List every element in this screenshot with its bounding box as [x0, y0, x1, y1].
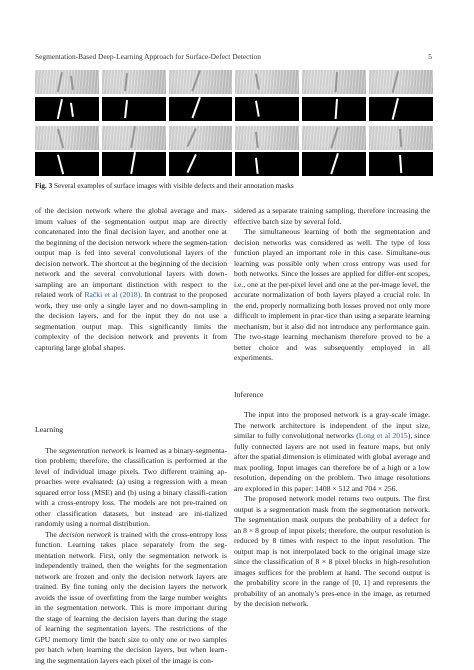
running-title: Segmentation-Based Deep-Learning Approach for Surface-Defect Detection — [35, 52, 261, 61]
annotation-mask — [369, 152, 433, 176]
annotation-mask — [235, 97, 299, 121]
surface-image — [102, 70, 166, 94]
surface-image — [169, 70, 233, 94]
text-run: The — [45, 529, 60, 539]
defect-crack — [334, 72, 337, 92]
surface-image-row — [35, 126, 433, 150]
citation-link[interactable]: Long et al 2015 — [358, 431, 408, 440]
running-head — [35, 52, 432, 61]
defect-mask-region — [334, 99, 337, 119]
left-column — [35, 206, 227, 666]
paragraph — [234, 410, 430, 494]
defect-mask-region — [56, 99, 62, 119]
defect-crack — [130, 126, 136, 148]
italic-term: segmentation network — [58, 445, 127, 455]
surface-image — [369, 126, 433, 150]
annotation-mask — [102, 97, 166, 121]
text-run: ), since fully connected layers are not used in feature maps, but only after the spatial dimension is eliminated with global average and max pooling. Input images can therefore be of a high or a low resolution, depending on the problem. Two image resolutions are explored in this paper: 1408 × 512 and 704 × 256. — [234, 431, 430, 493]
section-heading-learning: Learning — [35, 425, 64, 434]
text-run: The simultaneous learning of both the segmentation and decision networks was considered as well. The type of loss function played an important role in this case. Simultane-ous learning was possible only when cross entropy was used for both networks. Since the losses are applied for differ-ent scopes, i.e., one at the per-pixel level and one at the per-image level, the accurate normalization of both layers played a crucial role. In the end, properly normalizing both losses proved not only more difficult to implement in prac-tice than using a separate learning mechanism, but it also did not introduce any performance gain. The two-stage learning mechanism therefore proved to be a better choice and was subsequently employed in all experiments. — [234, 227, 430, 362]
surface-image — [169, 126, 233, 150]
surface-image — [235, 126, 299, 150]
defect-crack — [255, 74, 260, 90]
annotation-mask — [102, 152, 166, 176]
defect-crack — [56, 72, 62, 92]
defect-mask-region — [399, 155, 402, 173]
paragraph — [35, 530, 227, 667]
annotation-mask-row — [35, 152, 433, 176]
defect-crack — [331, 127, 340, 149]
defect-mask-region — [124, 100, 128, 118]
annotation-mask — [35, 152, 99, 176]
right-column — [234, 206, 430, 610]
annotation-mask — [169, 152, 233, 176]
surface-image — [35, 126, 99, 150]
defect-mask-region — [130, 152, 136, 174]
section-heading-inference: Inference — [234, 389, 264, 399]
page-number: 5 — [428, 52, 432, 61]
defect-crack — [392, 71, 399, 93]
defect-crack — [255, 132, 259, 148]
defect-crack — [70, 76, 74, 90]
surface-image-row — [35, 70, 433, 94]
defect-crack — [57, 128, 64, 148]
defect-crack — [399, 129, 402, 147]
annotation-mask — [35, 97, 99, 121]
text-run: of the decision network where the global average and max-imum values of the segmentation output map are directly concatenated into the final decision layer, and another one at the beginning of the decision network where the segmen-tation output map is fed into several convolutional layers of the decision network. The shortcut at the beginning of the decision network and the several convolutional layers with down-sampling are an important distinction with respect to the related work of — [35, 206, 227, 299]
text-run: The — [45, 445, 59, 455]
defect-crack — [187, 128, 197, 147]
defect-crack — [192, 70, 201, 91]
paragraph — [234, 494, 430, 610]
surface-image — [302, 126, 366, 150]
annotation-mask-row — [35, 97, 433, 121]
italic-term: decision network — [59, 529, 112, 539]
annotation-mask — [169, 97, 233, 121]
defect-mask-region — [187, 154, 197, 173]
citation-link[interactable]: Rački et al (2018) — [84, 290, 141, 299]
annotation-mask — [302, 97, 366, 121]
defect-mask-region — [255, 101, 260, 117]
text-run: The input into the proposed network is a gray-scale image. The network architecture is independent of the input size, similar to fully convolutional networks ( — [234, 410, 430, 440]
defect-mask-region — [192, 97, 201, 118]
defect-crack — [124, 73, 128, 91]
defect-mask-region — [70, 103, 74, 117]
paragraph — [234, 206, 430, 227]
figure-surface-defects — [35, 70, 433, 176]
defect-mask-region — [331, 153, 340, 175]
paragraph — [35, 206, 227, 353]
surface-image — [369, 70, 433, 94]
text-run: is learned as a binary-segmenta-tion problem; therefore, the classification is performed at the level of individual image pixels. Two different training ap-proaches were evaluated: (a) using a regression with a mean squared error loss (MSE) and (b) using a binary classifi-cation with a cross-entropy loss. The models are not pre-trained on other classification datasets, but instead are ini-tialized randomly using a normal distribution. — [35, 445, 227, 528]
figure-caption — [35, 181, 435, 191]
surface-image — [102, 126, 166, 150]
text-run: . In contrast to the proposed work, they use only a single layer and no down-sampling in the decision layers, and for the input they do not use a segmentation output map. This significantly limits the complexity of the decision network and prevents it from capturing large global shapes. — [35, 290, 227, 352]
text-run: is trained with the cross-entropy loss function. Learning takes place separately from the seg-mentation network. First, only the segmentation network is independently trained, then the weights for the segmentation network are frozen and only the decision network layers are trained. By fine tuning only the decision layers the network avoids the issue of overfitting from the large number weights in the segmentation network. This is more important during the stage of learning the decision layers than during the stage of learning the segmentation layers. The restrictions of the GPU memory limit the batch size to only one or two samples per batch when learning the decision layers, but when learn-ing the segmentation layers each pixel of the image is con- — [35, 529, 227, 665]
surface-image — [35, 70, 99, 94]
text-run: sidered as a separate training sampling, therefore increasing the effective batch size by several fold. — [234, 206, 430, 226]
annotation-mask — [302, 152, 366, 176]
surface-image — [302, 70, 366, 94]
text-run: The proposed network model returns two outputs. The first output is a segmentation mask from the segmentation network. The segmentation mask outputs the probability of a defect for an 8 × 8 group of input pixels; therefore, the output resolution is reduced by 8 times with respect to the input resolution. The output map is not interpolated back to the original image size since the classification of 8 × 8 pixel blocks in high-resolution images suffices for the problem at hand. The second output is the probability score in the range of [0, 1] and represents the probability of an anomaly’s pres-ence in the image, as returned by the decision network. — [234, 494, 430, 608]
defect-mask-region — [392, 98, 399, 120]
defect-mask-region — [57, 154, 64, 174]
annotation-mask — [369, 97, 433, 121]
surface-image — [235, 70, 299, 94]
defect-mask-region — [255, 158, 259, 174]
figure-caption-text: Several examples of surface images with visible defects and their annotation masks — [53, 182, 294, 190]
figure-caption-label: Fig. 3 — [35, 182, 53, 190]
paragraph — [234, 227, 430, 364]
paragraph — [35, 446, 227, 530]
annotation-mask — [235, 152, 299, 176]
